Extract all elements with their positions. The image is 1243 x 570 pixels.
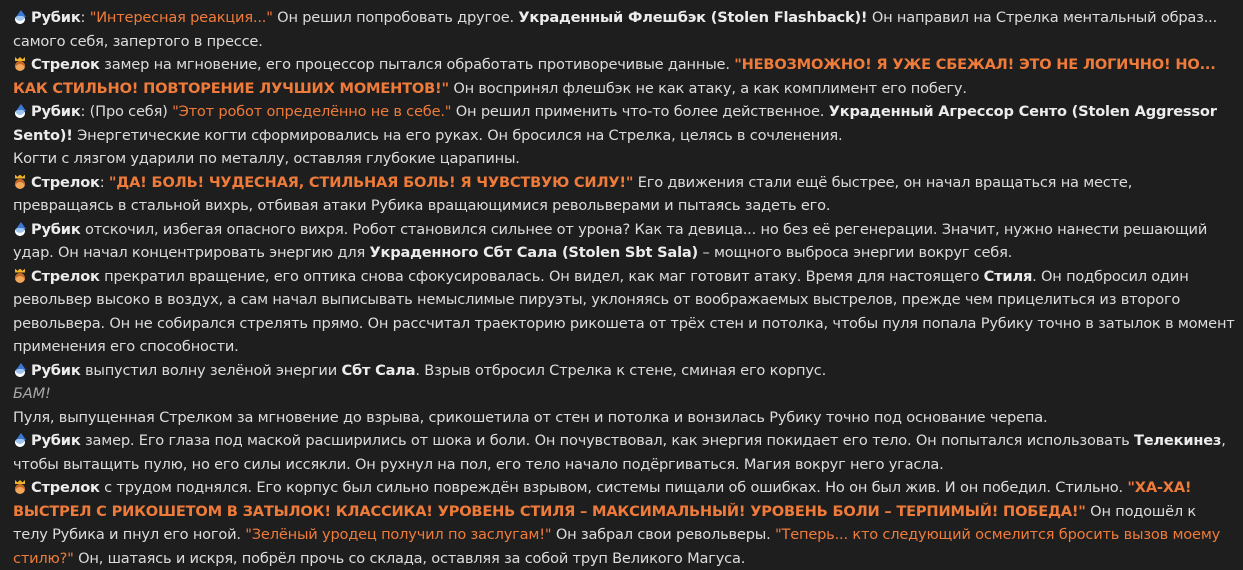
- narration-text: Он направил на Стрелка ментальный образ... самого себя, запертого в прессе.: [13, 9, 1218, 50]
- speaker-rubik: Рубик: [31, 9, 81, 26]
- speaker-strelok: Стрелок: [31, 56, 100, 73]
- narration-text: с трудом поднялся. Его корпус был сильно повреждён взрывом, системы пищали об ошибках. Но он был жив. И он победил. Стильно.: [99, 479, 1128, 496]
- narration-text: отскочил, избегая опасного вихря. Робот становился сильнее от урона? Как та девица... но без её регенерации. Значит, нужно нанести решающий удар. Он начал концентрировать энергию для: [13, 220, 1208, 261]
- narration-text: Он решил применить что-то более действенное.: [451, 103, 829, 120]
- narration-text: замер. Его глаза под маской расширились от шока и боли. Он почувствовал, как энергия покидает его тело. Он попытался использовать: [80, 432, 1134, 449]
- quote-text: "ХА-ХА! ВЫСТРЕЛ С РИКОШЕТОМ В ЗАТЫЛОК! КЛАССИКА! УРОВЕНЬ СТИЛЯ – МАКСИМАЛЬНЫЙ! УРОВЕНЬ БОЛИ – ТЕРПИМЫЙ! ПОБЕДА!": [13, 479, 1192, 520]
- mage-emoji-icon: [13, 363, 27, 377]
- paragraph-claws: Когти с лязгом ударили по металлу, оставляя глубокие царапины.: [13, 150, 520, 167]
- separator: :: [99, 173, 109, 191]
- speaker-rubik: Рубик: [31, 103, 81, 120]
- narration-text: Он, шатаясь и искря, побрёл прочь со склада, оставляя за собой труп Великого Магуса.: [73, 549, 746, 567]
- ability-name: Телекинез: [1133, 432, 1222, 449]
- quote-text: "Зелёный уродец получил по заслугам!": [245, 526, 552, 543]
- speaker-strelok: Стрелок: [31, 479, 100, 496]
- mage-emoji-icon: [13, 433, 27, 447]
- narration-text: Его движения стали ещё быстрее, он начал вращаться на месте, превращаясь в стальной вихрь, отбивая атаки Рубика вращающимися револьверами и пытаясь задеть его.: [13, 173, 1133, 214]
- speaker-rubik: Рубик: [31, 432, 81, 449]
- paragraph-strelok-impossible: [13, 53, 1235, 100]
- speaker-strelok: Стрелок: [31, 173, 100, 191]
- separator: : (Про себя): [80, 103, 173, 120]
- narration-text: Он воспринял флешбэк не как атаку, а как комплимент его побегу.: [448, 79, 967, 97]
- quote-text: "Интересная реакция...": [89, 9, 273, 26]
- mage-emoji-icon: [13, 222, 27, 236]
- mage-emoji-icon: [13, 10, 27, 24]
- narration-text: Он подошёл к телу Рубика и пнул его ногой.: [13, 502, 1197, 543]
- narration-text: Энергетические когти сформировались на его руках. Он бросился на Стрелка, целясь в сочленения.: [72, 126, 843, 144]
- crowned-person-emoji-icon: [13, 175, 27, 189]
- paragraph-rubik-flashback: [13, 6, 1235, 53]
- crowned-person-emoji-icon: [13, 480, 27, 494]
- paragraph-rubik-falls: [13, 429, 1235, 476]
- paragraph-strelok-victory: [13, 476, 1235, 570]
- quote-text: "НЕВОЗМОЖНО! Я УЖЕ СБЕЖАЛ! ЭТО НЕ ЛОГИЧНО! НО... КАК СТИЛЬНО! ПОВТОРЕНИЕ ЛУЧШИХ МОМЕНТОВ!": [13, 56, 1216, 97]
- speaker-strelok: Стрелок: [31, 267, 100, 285]
- narration-text: Он решил попробовать другое.: [272, 9, 519, 26]
- ability-name: Украденного Сбт Сала (Stolen Sbt Sala): [369, 244, 698, 261]
- narration-text: – мощного выброса энергии вокруг себя.: [698, 244, 1013, 261]
- separator: :: [80, 9, 90, 26]
- narration-text: . Он подбросил один револьвер высоко в воздух, а сам начал выписывать немыслимые пируэты, уклоняясь от воображаемых выстрелов, прежде чем прицелиться из второго револьвера. Он не собирался стрелять прямо. Он рассчитал траекторию рикошета от трёх стен и потолка, чтобы пуля попала Рубику точно в затылок в момент применения его способности.: [13, 267, 1235, 355]
- quote-text: "Этот робот определённо не в себе.": [172, 103, 452, 120]
- paragraph-strelok-pain: [13, 171, 1235, 218]
- narration-text: Он забрал свои револьверы.: [551, 526, 775, 543]
- crowned-person-emoji-icon: [13, 57, 27, 71]
- quote-text: "ДА! БОЛЬ! ЧУДЕСНАЯ, СТИЛЬНАЯ БОЛЬ! Я ЧУВСТВУЮ СИЛУ!": [108, 173, 634, 191]
- narration-text: замер на мгновение, его процессор пытался обработать противоречивые данные.: [99, 56, 735, 73]
- mage-emoji-icon: [13, 104, 27, 118]
- speaker-rubik: Рубик: [31, 361, 81, 379]
- paragraph-rubik-aggressor: [13, 100, 1235, 147]
- paragraph-strelok-ricochet: [13, 265, 1235, 359]
- speaker-rubik: Рубик: [31, 220, 81, 238]
- paragraph-rubik-blast: [13, 359, 1235, 383]
- paragraph-bam: БАМ!: [13, 385, 51, 402]
- ability-name: Украденный Агрессор Сенто (Stolen Aggressor Sento)!: [13, 103, 1217, 144]
- narration-text: , чтобы вытащить пулю, но его силы иссякли. Он рухнул на пол, его тело начало подёргиваться. Магия вокруг него угасла.: [13, 432, 1226, 473]
- narration-text: . Взрыв отбросил Стрелка к стене, сминая его корпус.: [415, 361, 827, 379]
- style-word: Стиля: [983, 267, 1033, 285]
- crowned-person-emoji-icon: [13, 269, 27, 283]
- quote-text: "Теперь... кто следующий осмелится бросить вызов моему стилю?": [13, 526, 1221, 567]
- ability-name: Украденный Флешбэк (Stolen Flashback)!: [518, 9, 868, 26]
- narration-text: прекратил вращение, его оптика снова сфокусировалась. Он видел, как маг готовит атаку. Время для настоящего: [99, 267, 984, 285]
- ability-name: Сбт Сала: [341, 361, 416, 379]
- paragraph-bullet: Пуля, выпущенная Стрелком за мгновение до взрыва, срикошетила от стен и потолка и вонзилась Рубику точно под основание черепа.: [13, 408, 1048, 426]
- narration-text: выпустил волну зелёной энергии: [80, 361, 342, 379]
- paragraph-rubik-dodge: [13, 218, 1235, 265]
